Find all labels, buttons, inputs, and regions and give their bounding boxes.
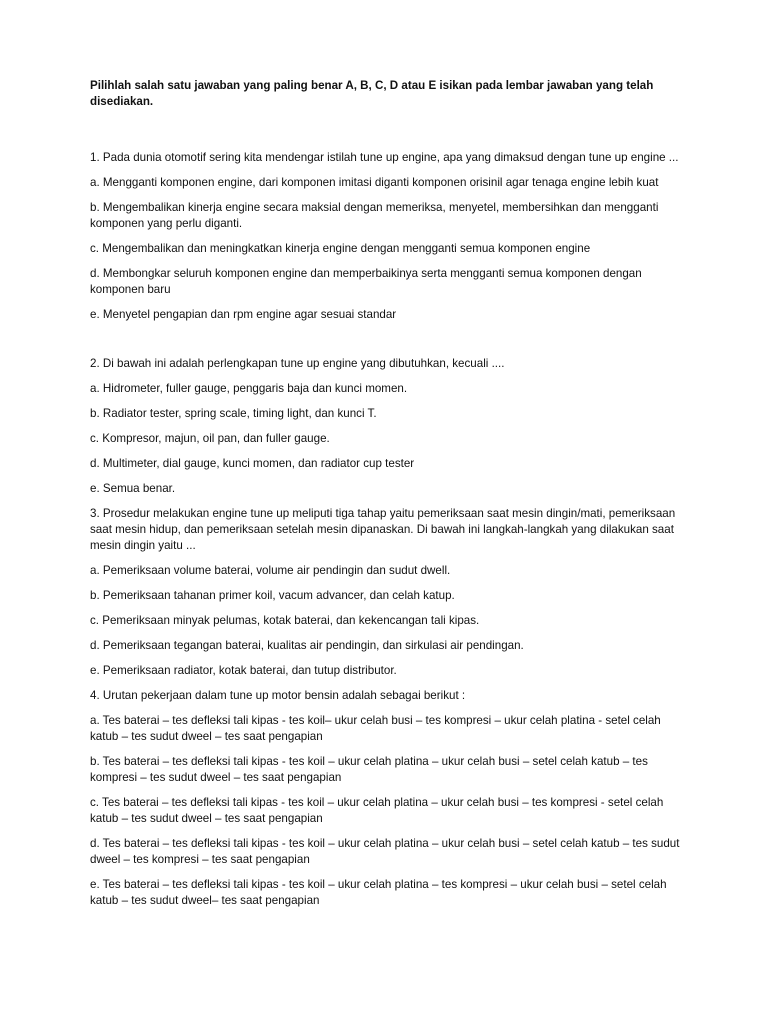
- question-stem: 3. Prosedur melakukan engine tune up meliputi tiga tahap yaitu pemeriksaan saat mesin dingin/mati, pemeriksaan saat mesin hidup, dan pemeriksaan setelah mesin dipanaskan. Di bawah ini langkah-langkah yang dilakukan saat mesin dingin yaitu ...: [90, 507, 676, 552]
- answer-option-d: d. Membongkar seluruh komponen engine dan memperbaikinya serta mengganti semua komponen dengan komponen baru: [90, 267, 642, 296]
- answer-option-a: a. Tes baterai – tes defleksi tali kipas - tes koil– ukur celah busi – tes kompresi – ukur celah platina - setel celah katub – tes sudut dweel – tes saat pengapian: [90, 714, 661, 743]
- answer-option-d: d. Pemeriksaan tegangan baterai, kualitas air pendingin, dan sirkulasi air pendingan.: [90, 639, 524, 652]
- answer-option-a: a. Hidrometer, fuller gauge, penggaris baja dan kunci momen.: [90, 382, 408, 395]
- answer-option-b: b. Mengembalikan kinerja engine secara maksial dengan memeriksa, menyetel, membersihkan dan mengganti komponen yang perlu diganti.: [90, 201, 659, 230]
- question-4: [90, 688, 690, 909]
- answer-option-b: b. Pemeriksaan tahanan primer koil, vacum advancer, dan celah katup.: [90, 589, 455, 602]
- spacer: [90, 332, 690, 356]
- answer-option-c: c. Kompresor, majun, oil pan, dan fuller gauge.: [90, 432, 330, 445]
- answer-option-e: e. Tes baterai – tes defleksi tali kipas - tes koil – ukur celah platina – tes kompresi – ukur celah busi – setel celah katub – tes sudut dweel– tes saat pengapian: [90, 878, 667, 907]
- question-2: [90, 356, 690, 497]
- answer-option-a: a. Mengganti komponen engine, dari komponen imitasi diganti komponen orisinil agar tenaga engine lebih kuat: [90, 176, 659, 189]
- instruction-text: Pilihlah salah satu jawaban yang paling benar A, B, C, D atau E isikan pada lembar jawaban yang telah disediakan.: [90, 79, 654, 108]
- question-stem: 1. Pada dunia otomotif sering kita mendengar istilah tune up engine, apa yang dimaksud dengan tune up engine ...: [90, 151, 679, 164]
- answer-option-e: e. Semua benar.: [90, 482, 176, 495]
- answer-option-d: d. Multimeter, dial gauge, kunci momen, dan radiator cup tester: [90, 457, 415, 470]
- question-1: [90, 150, 690, 323]
- answer-option-e: e. Pemeriksaan radiator, kotak baterai, dan tutup distributor.: [90, 664, 397, 677]
- answer-option-c: c. Tes baterai – tes defleksi tali kipas - tes koil – ukur celah platina – ukur celah busi – tes kompresi - setel celah katub – tes sudut dweel – tes saat pengapian: [90, 796, 664, 825]
- question-3: [90, 506, 690, 679]
- answer-option-e: e. Menyetel pengapian dan rpm engine agar sesuai standar: [90, 308, 397, 321]
- question-stem: 2. Di bawah ini adalah perlengkapan tune up engine yang dibutuhkan, kecuali ....: [90, 357, 505, 370]
- answer-option-c: c. Pemeriksaan minyak pelumas, kotak baterai, dan kekencangan tali kipas.: [90, 614, 480, 627]
- answer-option-a: a. Pemeriksaan volume baterai, volume air pendingin dan sudut dwell.: [90, 564, 451, 577]
- answer-option-b: b. Radiator tester, spring scale, timing light, dan kunci T.: [90, 407, 377, 420]
- document-page: [90, 78, 690, 918]
- answer-option-b: b. Tes baterai – tes defleksi tali kipas - tes koil – ukur celah platina – ukur celah busi – setel celah katub – tes kompresi – tes sudut dweel – tes saat pengapian: [90, 755, 648, 784]
- answer-option-d: d. Tes baterai – tes defleksi tali kipas - tes koil – ukur celah platina – ukur celah busi – setel celah katub – tes sudut dweel – tes kompresi – tes saat pengapian: [90, 837, 680, 866]
- answer-option-c: c. Mengembalikan dan meningkatkan kinerja engine dengan mengganti semua komponen engine: [90, 242, 591, 255]
- question-stem: 4. Urutan pekerjaan dalam tune up motor bensin adalah sebagai berikut :: [90, 689, 466, 702]
